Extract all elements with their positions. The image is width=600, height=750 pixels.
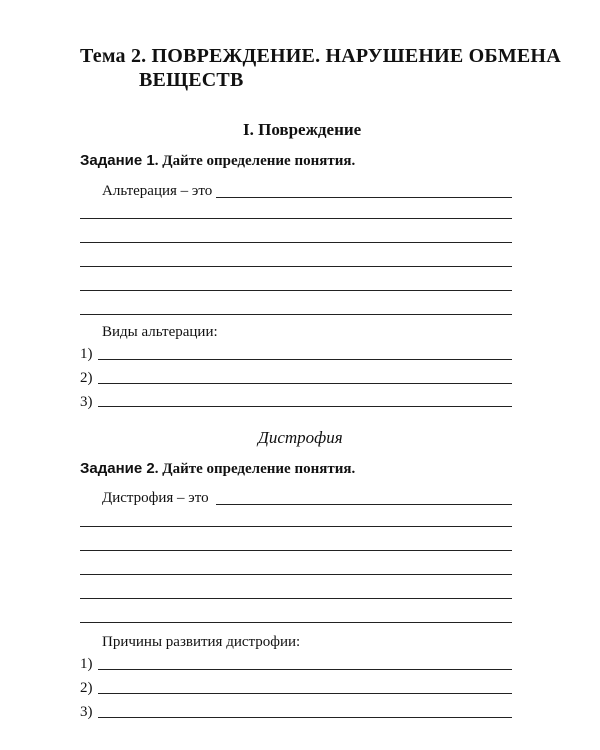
- topic-prefix: Тема 2.: [80, 45, 147, 67]
- task-2-label: Задание 2: [80, 460, 155, 477]
- list-item-number: 3): [80, 394, 93, 410]
- task-1-heading: [80, 152, 355, 170]
- answer-line[interactable]: [80, 526, 512, 527]
- answer-line[interactable]: [80, 598, 512, 599]
- answer-line[interactable]: [98, 359, 512, 360]
- alteration-definition-prompt: Альтерация – это: [102, 183, 213, 199]
- answer-line[interactable]: [80, 242, 512, 243]
- dystrophy-causes-label: Причины развития дистрофии:: [102, 634, 301, 650]
- answer-line[interactable]: [98, 383, 512, 384]
- topic-line1: ПОВРЕЖДЕНИЕ. НАРУШЕНИЕ ОБМЕНА: [151, 45, 561, 67]
- list-item-number: 2): [80, 370, 93, 386]
- answer-line[interactable]: [80, 550, 512, 551]
- task-2-text: . Дайте определение понятия.: [154, 461, 356, 477]
- answer-line[interactable]: [98, 406, 512, 407]
- section-heading-dystrophy: Дистрофия: [258, 428, 343, 447]
- answer-line[interactable]: [80, 266, 512, 267]
- list-item-number: 1): [80, 346, 93, 362]
- section-heading-damage: I. Повреждение: [243, 120, 362, 139]
- answer-line[interactable]: [98, 669, 512, 670]
- list-item-number: 3): [80, 704, 93, 720]
- list-item-number: 1): [80, 656, 93, 672]
- task-1-label: Задание 1: [80, 152, 155, 169]
- task-2-heading: [80, 460, 355, 478]
- answer-line[interactable]: [216, 197, 512, 198]
- answer-line[interactable]: [80, 218, 512, 219]
- dystrophy-definition-prompt: Дистрофия – это: [102, 490, 209, 506]
- answer-line[interactable]: [80, 574, 512, 575]
- answer-line[interactable]: [98, 693, 512, 694]
- alteration-types-label: Виды альтерации:: [102, 324, 218, 340]
- answer-line[interactable]: [98, 717, 512, 718]
- answer-line[interactable]: [216, 504, 512, 505]
- task-1-text: . Дайте определение понятия.: [154, 153, 356, 169]
- answer-line[interactable]: [80, 290, 512, 291]
- answer-line[interactable]: [80, 622, 512, 623]
- topic-line2: ВЕЩЕСТВ: [139, 69, 244, 91]
- answer-line[interactable]: [80, 314, 512, 315]
- list-item-number: 2): [80, 680, 93, 696]
- topic-title: [80, 44, 561, 68]
